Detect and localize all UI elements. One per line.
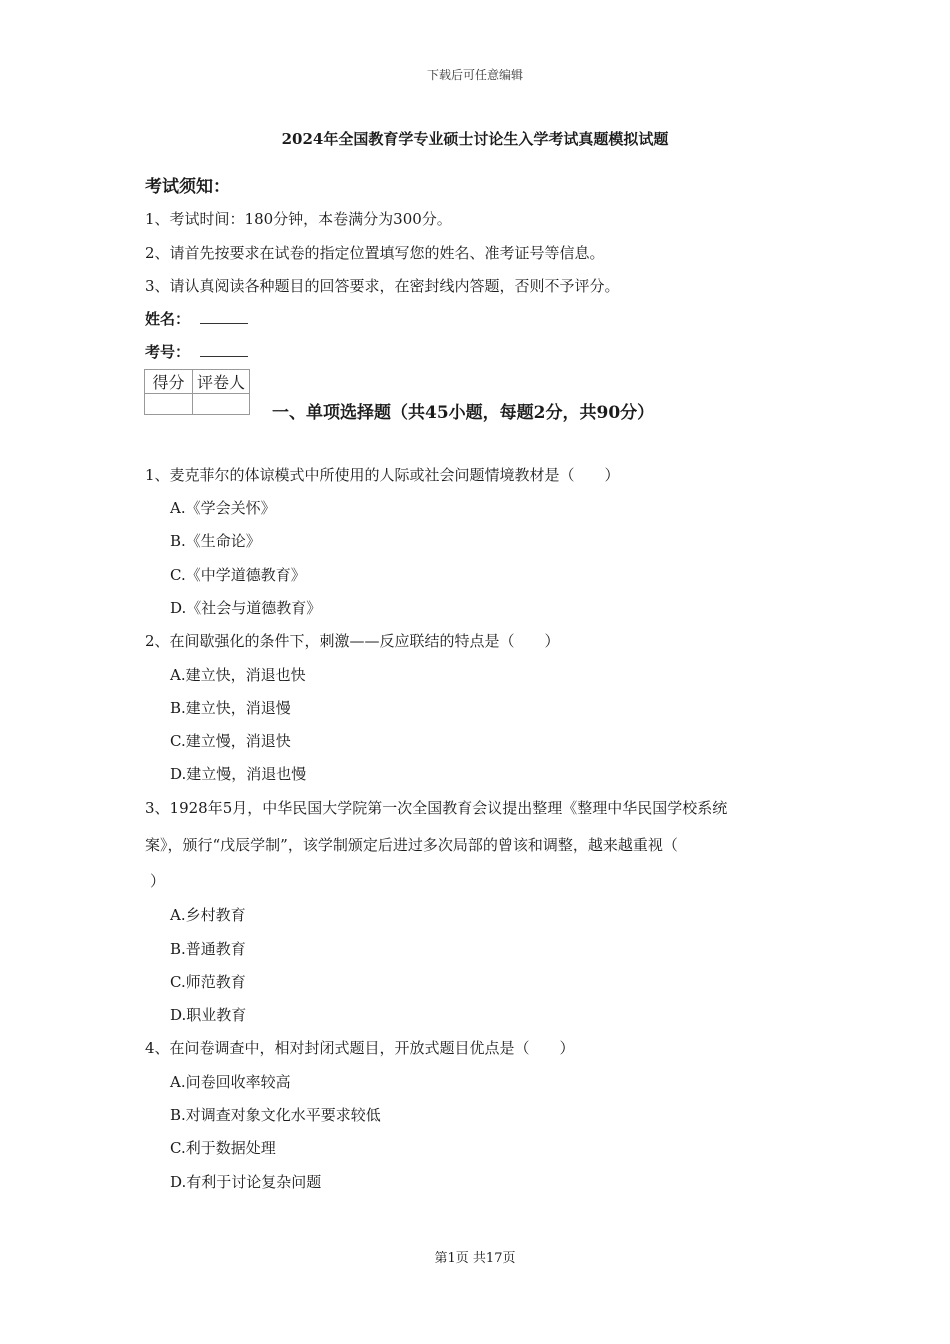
option-c: C.建立慢，消退快 [170,732,291,750]
grader-header: 评卷人 [193,370,250,394]
option-c: C.师范教育 [170,973,246,991]
score-table [144,369,250,415]
option-d: D.《社会与道德教育》 [170,599,322,617]
document-title: 2024年全国教育学专业硕士讨论生入学考试真题模拟试题 [281,130,669,148]
header-note: 下载后可任意编辑 [426,68,523,82]
score-cell [145,394,193,415]
grader-cell [193,394,250,415]
option-b: B.普通教育 [170,940,246,958]
question-stem: 2、在间歇强化的条件下，刺激——反应联结的特点是（ ） [145,632,560,650]
question-stem: 3、1928年5月，中华民国大学院第一次全国教育会议提出整理《整理中华民国学校系统 [145,799,728,817]
option-b: B.对调查对象文化水平要求较低 [170,1106,381,1124]
option-b: B.《生命论》 [170,532,261,550]
option-d: D.有利于讨论复杂问题 [170,1173,322,1191]
option-a: A.乡村教育 [170,906,246,924]
page-footer: 第1页 共17页 [434,1251,516,1266]
section-title: 一、单项选择题（共45小题，每题2分，共90分） [272,403,655,423]
notice-item: 2、请首先按要求在试卷的指定位置填写您的姓名、准考证号等信息。 [145,244,605,262]
notice-heading: 考试须知： [145,177,230,197]
option-d: D.建立慢，消退也慢 [170,765,307,783]
option-d: D.职业教育 [170,1006,247,1024]
notice-item: 3、请认真阅读各种题目的回答要求，在密封线内答题，否则不予评分。 [145,277,620,295]
exam-id-blank [200,342,248,357]
question-stem: 4、在问卷调查中，相对封闭式题目，开放式题目优点是（ ） [145,1039,575,1057]
notice-item: 1、考试时间：180分钟，本卷满分为300分。 [145,210,452,228]
option-a: A.《学会关怀》 [170,499,276,517]
option-a: A.问卷回收率较高 [170,1073,291,1091]
exam-id-label: 考号： [145,343,191,361]
name-field [145,308,248,329]
question-stem-continued: 案》，颁行“戊辰学制”，该学制颁定后进过多次局部的曾该和调整，越来越重视（ [145,836,678,854]
option-c: C.利于数据处理 [170,1139,276,1157]
option-a: A.建立快，消退也快 [170,666,306,684]
score-header: 得分 [145,370,193,394]
name-label: 姓名： [145,310,191,328]
question-stem-continued: ） [150,872,166,890]
option-b: B.建立快，消退慢 [170,699,291,717]
name-blank [200,309,248,324]
exam-id-field [145,341,248,362]
option-c: C.《中学道德教育》 [170,566,306,584]
question-stem: 1、麦克菲尔的体谅模式中所使用的人际或社会问题情境教材是（ ） [145,466,620,484]
